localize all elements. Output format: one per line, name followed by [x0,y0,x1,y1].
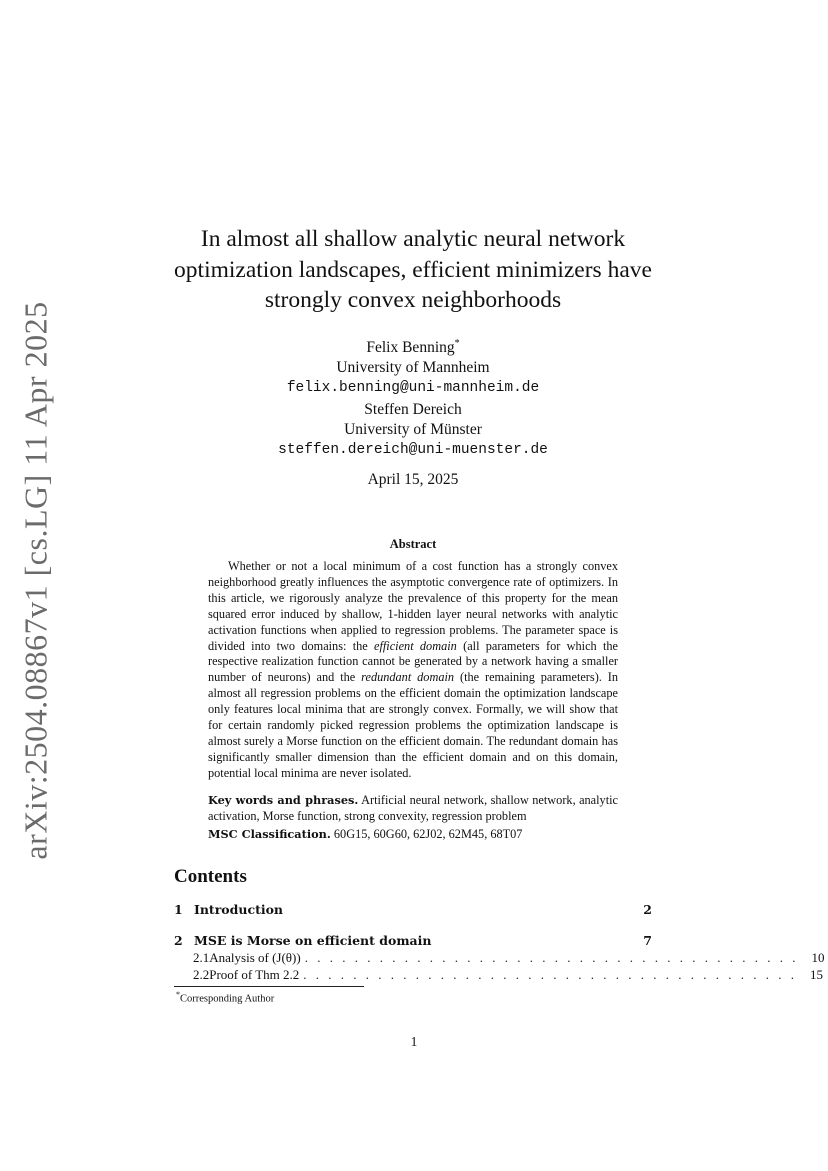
toc-number: 2 [174,933,183,948]
abstract-segment: (the remaining parameters). In almost all regression problems on the efficient domain the optimization landscape only features local minima that are strongly convex. Formally, we will show that for certain randomly picked regression problems the optimization landscape is almost surely a Morse function on the efficient domain. The redundant domain has significantly smaller dimension than the efficient domain and on this domain, potential local minima are never isolated. [208,670,619,780]
toc-leader: . . . . . . . . . . . . . . . . . . . . . . . . . . . . . . . . . . . . . . . . [303,967,798,982]
publication-date: April 15, 2025 [367,471,459,488]
paper-title [140,224,686,316]
toc-label: Introduction [194,902,284,917]
toc-number: 1 [174,902,183,917]
toc-number: 2.2 [193,967,210,982]
author-name: Steffen Dereich [364,401,462,418]
toc-label: Proof of Thm 2.2 [209,967,300,982]
toc-entry[interactable] [174,933,652,948]
title-line: In almost all shallow analytic neural network [200,226,626,252]
title-line: optimization landscapes, efficient minimizers have [174,256,652,283]
arxiv-identifier-stamp [8,300,64,860]
toc-page: 7 [643,933,652,948]
contents-heading: Contents [174,866,247,887]
abstract-segment: Whether or not a local minimum of a cost function has a strongly convex neighborhood greatly influences the asymptotic convergence rate of optimizers. In this article, we rigorously analyze the prevalence of this property for the mean squared error induced by shallow, 1-hidden layer neural networks with analytic activation functions when applied to regression problems. The parameter space is divided into two domains: the [208,559,618,653]
toc-leader: . . . . . . . . . . . . . . . . . . . . . . . . . . . . . . . . . . . . . . . . [304,950,799,965]
toc-entry[interactable] [174,902,652,917]
msc-codes: 60G15, 60G60, 62J02, 62M45, 68T07 [333,827,523,841]
page-number: 1 [410,1034,418,1049]
footnote-rule [174,986,364,987]
msc-classification [208,827,618,843]
keywords-label: Key words and phrases. [208,793,359,807]
author-email[interactable]: felix.benning@uni-mannheim.de [286,380,540,397]
author-name: Felix Benning [366,339,455,357]
author-affiliation: University of Mannheim [336,359,490,377]
toc-page: 10 [811,950,825,965]
author-block-1 [200,334,626,398]
abstract-term-redundant-domain: redundant domain [361,670,455,685]
toc-entry[interactable] [193,950,825,966]
title-line: strongly convex neighborhoods [264,287,562,313]
toc-entry[interactable] [193,967,824,983]
arxiv-identifier-text: arXiv:2504.08867v1 [cs.LG] 11 Apr 2025 [17,300,54,860]
msc-label: MSC Classification. [208,827,331,841]
author-email[interactable]: steffen.dereich@uni-muenster.de [278,442,548,458]
keywords-text: Artificial neural network, shallow network, analytic activation, Morse function, strong convexity, regression problem [208,793,618,823]
footnote [176,990,274,1005]
abstract-segment: (all parameters for which the respective realization function cannot be generated by a network having a smaller number of neurons) and the [208,638,618,685]
author-affiliation: University of Münster [344,421,482,438]
footnote-marker: * [454,338,460,349]
abstract-heading: Abstract [389,537,437,551]
toc-label: MSE is Morse on efficient domain [194,933,432,948]
toc-label: Analysis of (J(θ)) [209,950,301,965]
footnote-marker: * [176,990,180,999]
toc-page: 15 [810,967,824,982]
toc-number: 2.1 [193,950,210,965]
footnote-text: Corresponding Author [180,993,275,1005]
author-block-2 [200,400,626,460]
keywords [208,793,618,825]
abstract-text [208,559,618,782]
abstract-term-efficient-domain: efficient domain [374,638,457,653]
toc-page: 2 [643,902,652,917]
